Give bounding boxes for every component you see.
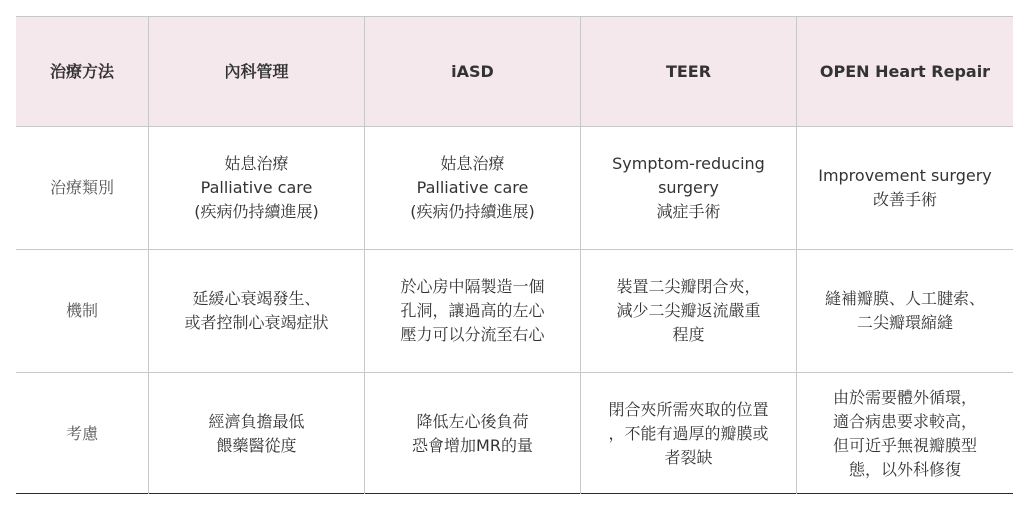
cell-text-line: 者裂缺 [664, 447, 713, 467]
table-cell [364, 373, 580, 494]
cell-text-line: 裝置二尖瓣閉合夾， [616, 277, 761, 296]
header-cell-iasd: iASD [364, 17, 580, 126]
cell-text-line: ，不能有過厚的瓣膜或 [608, 423, 769, 443]
cell-text-line: 由於需要體外循環， [832, 387, 977, 407]
cell-text-line: 延緩心衰竭發生、 [192, 289, 321, 308]
row-label: 考慮 [65, 423, 98, 443]
table-cell [148, 250, 364, 372]
table-cell [364, 250, 580, 372]
table-cell [148, 127, 364, 249]
cell-text-line: 或者控制心衰竭症狀 [184, 313, 329, 332]
table-cell [580, 373, 796, 494]
cell-text-line: Palliative care [200, 178, 313, 197]
cell-text-line: 改善手術 [872, 190, 937, 209]
cell-text-line: 孔洞，讓過高的左心 [400, 301, 545, 320]
cell-text-line: 減少二尖瓣返流嚴重 [616, 301, 761, 320]
cell-text-line: Improvement surgery [818, 166, 992, 185]
cell-text-line: 壓力可以分流至右心 [400, 325, 545, 344]
cell-text-line: 閉合夾所需夾取的位置 [608, 399, 769, 419]
table-cell [796, 250, 1013, 372]
table-row [16, 372, 1013, 494]
table-cell [580, 127, 796, 249]
cell-text-line: 餵藥醫從度 [216, 435, 297, 455]
cell-text-line: 縫補瓣膜、人工腱索、 [824, 289, 985, 308]
treatment-comparison-table [16, 16, 1013, 494]
cell-text-line: 態，以外科修復 [848, 459, 961, 479]
header-row [16, 17, 1013, 126]
table-cell [796, 127, 1013, 249]
cell-text-line: 適合病患要求較高， [832, 411, 977, 431]
cell-text-line: 程度 [672, 325, 705, 344]
cell-text-line: Symptom-reducing [612, 154, 765, 173]
cell-text-line: 經濟負擔最低 [208, 411, 305, 431]
cell-text-line: 於心房中隔製造一個 [400, 277, 545, 296]
cell-text-line: 姑息治療 [440, 154, 505, 173]
cell-text-line: 姑息治療 [224, 154, 289, 173]
table-row [16, 249, 1013, 372]
table-cell [796, 373, 1013, 494]
header-cell-method: 治療方法 [49, 61, 114, 81]
header-cell-medical: 內科管理 [148, 17, 364, 126]
table-row [16, 126, 1013, 249]
row-label: 治療類別 [49, 178, 114, 197]
cell-text-line: (疾病仍持續進展) [410, 202, 535, 221]
table-cell [148, 373, 364, 494]
cell-text-line: Palliative care [416, 178, 529, 197]
header-cell-open-heart: OPEN Heart Repair [796, 17, 1013, 126]
table-cell [580, 250, 796, 372]
cell-text-line: 二尖瓣環縮縫 [856, 313, 953, 332]
cell-text-line: 降低左心後負荷 [416, 411, 529, 431]
cell-text-line: 減症手術 [656, 202, 721, 221]
table-cell [364, 127, 580, 249]
header-cell-teer: TEER [580, 17, 796, 126]
cell-text-line: surgery [658, 178, 719, 197]
cell-text-line: (疾病仍持續進展) [194, 202, 319, 221]
cell-text-line: 但可近乎無視瓣膜型 [832, 435, 977, 455]
cell-text-line: 恐會增加MR的量 [412, 435, 533, 455]
row-label: 機制 [65, 301, 98, 320]
